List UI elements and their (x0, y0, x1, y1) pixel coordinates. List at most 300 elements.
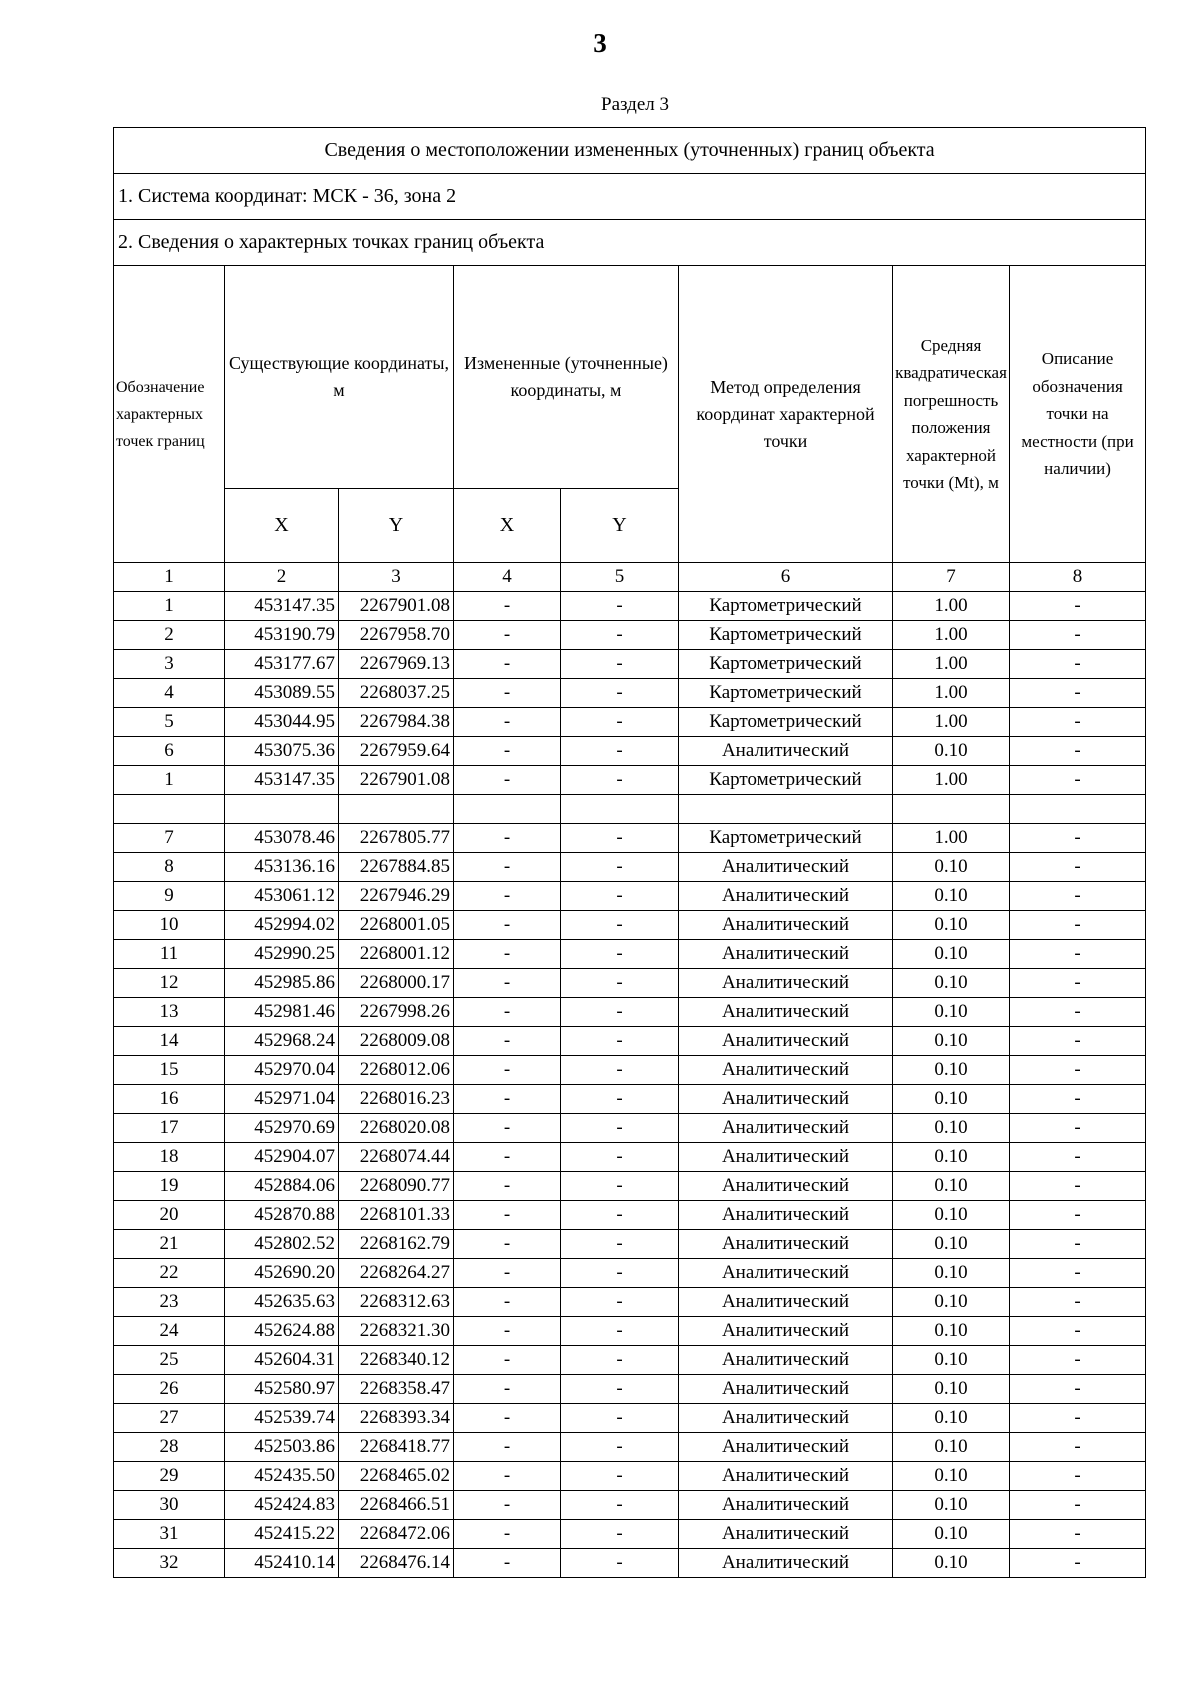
description-cell: - (1010, 969, 1146, 998)
description-cell: - (1010, 1288, 1146, 1317)
changed-y-cell: - (561, 1259, 679, 1288)
table-row (114, 911, 1146, 940)
mean-error-cell: 0.10 (893, 1433, 1010, 1462)
changed-y-cell: - (561, 1230, 679, 1259)
description-cell: - (1010, 592, 1146, 621)
method-cell: Аналитический (679, 1143, 893, 1172)
description-cell: - (1010, 737, 1146, 766)
mean-error-cell: 0.10 (893, 1491, 1010, 1520)
description-cell: - (1010, 1027, 1146, 1056)
point-id-cell: 21 (114, 1230, 225, 1259)
method-cell: Картометрический (679, 650, 893, 679)
column-number: 7 (893, 563, 1010, 592)
point-id-cell: 29 (114, 1462, 225, 1491)
method-cell: Аналитический (679, 969, 893, 998)
table-row (114, 1114, 1146, 1143)
description-cell: - (1010, 679, 1146, 708)
existing-y-cell: 2268074.44 (339, 1143, 454, 1172)
table-row (114, 824, 1146, 853)
point-id-cell: 32 (114, 1549, 225, 1578)
mean-error-cell: 0.10 (893, 1201, 1010, 1230)
existing-x-cell: 453089.55 (225, 679, 339, 708)
method-cell: Аналитический (679, 1317, 893, 1346)
existing-y-cell: 2268090.77 (339, 1172, 454, 1201)
description-cell: - (1010, 882, 1146, 911)
mean-error-cell (893, 795, 1010, 824)
point-id-cell: 14 (114, 1027, 225, 1056)
description-cell: - (1010, 766, 1146, 795)
existing-y-cell: 2268418.77 (339, 1433, 454, 1462)
changed-x-cell: - (454, 766, 561, 795)
changed-y-cell: - (561, 998, 679, 1027)
method-cell: Аналитический (679, 1346, 893, 1375)
description-cell (1010, 795, 1146, 824)
description-cell: - (1010, 1201, 1146, 1230)
description-cell: - (1010, 1491, 1146, 1520)
point-id-cell: 1 (114, 592, 225, 621)
changed-x-cell: - (454, 1143, 561, 1172)
changed-y-cell: - (561, 1056, 679, 1085)
changed-x-cell: - (454, 824, 561, 853)
mean-error-cell: 0.10 (893, 1404, 1010, 1433)
point-id-cell: 26 (114, 1375, 225, 1404)
changed-x-cell: - (454, 969, 561, 998)
description-cell: - (1010, 911, 1146, 940)
point-id-cell: 15 (114, 1056, 225, 1085)
existing-x-cell: 452968.24 (225, 1027, 339, 1056)
method-cell: Аналитический (679, 882, 893, 911)
method-cell: Аналитический (679, 1549, 893, 1578)
table-row (114, 1375, 1146, 1404)
existing-y-cell: 2268162.79 (339, 1230, 454, 1259)
description-cell: - (1010, 824, 1146, 853)
point-id-cell: 23 (114, 1288, 225, 1317)
points-section-title: 2. Сведения о характерных точках границ объекта (114, 220, 1146, 266)
header-description: Описание обозначения точки на местности (при наличии) (1010, 266, 1146, 563)
method-cell: Аналитический (679, 1404, 893, 1433)
table-row (114, 1172, 1146, 1201)
existing-x-cell: 452884.06 (225, 1172, 339, 1201)
changed-x-cell: - (454, 1172, 561, 1201)
existing-y-cell: 2268264.27 (339, 1259, 454, 1288)
table-row (114, 766, 1146, 795)
description-cell: - (1010, 1346, 1146, 1375)
existing-y-cell: 2267901.08 (339, 592, 454, 621)
changed-y-cell: - (561, 650, 679, 679)
changed-x-cell: - (454, 1404, 561, 1433)
description-cell: - (1010, 1433, 1146, 1462)
point-id-cell: 6 (114, 737, 225, 766)
mean-error-cell: 0.10 (893, 1375, 1010, 1404)
existing-x-cell: 453147.35 (225, 766, 339, 795)
header-existing-coords: Существующие координаты, м (225, 266, 454, 489)
changed-x-cell: - (454, 1433, 561, 1462)
changed-y-cell: - (561, 1346, 679, 1375)
mean-error-cell: 0.10 (893, 998, 1010, 1027)
point-id-cell: 28 (114, 1433, 225, 1462)
table-row (114, 1288, 1146, 1317)
existing-y-cell: 2268009.08 (339, 1027, 454, 1056)
changed-x-cell: - (454, 1462, 561, 1491)
header-changed-x: X (454, 489, 561, 563)
method-cell: Аналитический (679, 1114, 893, 1143)
changed-y-cell: - (561, 708, 679, 737)
table-row (114, 1520, 1146, 1549)
existing-x-cell: 452604.31 (225, 1346, 339, 1375)
mean-error-cell: 0.10 (893, 1230, 1010, 1259)
description-cell: - (1010, 1114, 1146, 1143)
column-number: 5 (561, 563, 679, 592)
changed-y-cell: - (561, 1433, 679, 1462)
changed-y-cell: - (561, 882, 679, 911)
description-cell: - (1010, 998, 1146, 1027)
column-number: 1 (114, 563, 225, 592)
changed-x-cell: - (454, 940, 561, 969)
point-id-cell: 12 (114, 969, 225, 998)
table-row (114, 650, 1146, 679)
method-cell: Картометрический (679, 621, 893, 650)
existing-x-cell: 453190.79 (225, 621, 339, 650)
description-cell: - (1010, 621, 1146, 650)
mean-error-cell: 0.10 (893, 911, 1010, 940)
changed-y-cell: - (561, 1172, 679, 1201)
method-cell: Картометрический (679, 824, 893, 853)
existing-y-cell: 2268466.51 (339, 1491, 454, 1520)
existing-x-cell: 452424.83 (225, 1491, 339, 1520)
method-cell: Аналитический (679, 1462, 893, 1491)
changed-x-cell: - (454, 1085, 561, 1114)
existing-x-cell: 453078.46 (225, 824, 339, 853)
method-cell: Картометрический (679, 592, 893, 621)
existing-x-cell: 452435.50 (225, 1462, 339, 1491)
changed-x-cell: - (454, 650, 561, 679)
table-row (114, 592, 1146, 621)
point-id-cell: 10 (114, 911, 225, 940)
mean-error-cell: 0.10 (893, 737, 1010, 766)
method-cell: Аналитический (679, 1027, 893, 1056)
changed-y-cell: - (561, 911, 679, 940)
changed-x-cell: - (454, 882, 561, 911)
header-point-designation (114, 266, 225, 563)
mean-error-cell: 0.10 (893, 1549, 1010, 1578)
method-cell: Аналитический (679, 1056, 893, 1085)
existing-x-cell: 452503.86 (225, 1433, 339, 1462)
existing-x-cell: 452870.88 (225, 1201, 339, 1230)
changed-y-cell: - (561, 1404, 679, 1433)
existing-y-cell: 2268358.47 (339, 1375, 454, 1404)
changed-x-cell: - (454, 1549, 561, 1578)
description-cell: - (1010, 1375, 1146, 1404)
changed-x-cell: - (454, 679, 561, 708)
existing-x-cell: 452624.88 (225, 1317, 339, 1346)
coord-system-label: 1. Система координат: МСК - 36, зона 2 (114, 174, 1146, 220)
existing-y-cell: 2268476.14 (339, 1549, 454, 1578)
point-id-cell: 18 (114, 1143, 225, 1172)
point-id-cell: 19 (114, 1172, 225, 1201)
method-cell: Аналитический (679, 1491, 893, 1520)
changed-x-cell: - (454, 998, 561, 1027)
point-id-cell: 5 (114, 708, 225, 737)
mean-error-cell: 0.10 (893, 1346, 1010, 1375)
existing-x-cell: 452802.52 (225, 1230, 339, 1259)
existing-x-cell: 452539.74 (225, 1404, 339, 1433)
existing-y-cell: 2268101.33 (339, 1201, 454, 1230)
header-changed-coords: Измененные (уточненные) координаты, м (454, 266, 679, 489)
table-row (114, 621, 1146, 650)
description-cell: - (1010, 1317, 1146, 1346)
page-number: 3 (593, 28, 607, 58)
existing-y-cell: 2268393.34 (339, 1404, 454, 1433)
point-id-cell: 11 (114, 940, 225, 969)
changed-y-cell: - (561, 766, 679, 795)
existing-y-cell: 2268037.25 (339, 679, 454, 708)
description-cell: - (1010, 708, 1146, 737)
existing-y-cell: 2268472.06 (339, 1520, 454, 1549)
table-row (114, 1346, 1146, 1375)
existing-x-cell: 452971.04 (225, 1085, 339, 1114)
point-id-cell: 2 (114, 621, 225, 650)
mean-error-cell: 0.10 (893, 1085, 1010, 1114)
changed-y-cell: - (561, 1027, 679, 1056)
mean-error-cell: 1.00 (893, 708, 1010, 737)
changed-y-cell: - (561, 1462, 679, 1491)
description-cell: - (1010, 853, 1146, 882)
method-cell: Картометрический (679, 766, 893, 795)
mean-error-cell: 0.10 (893, 1056, 1010, 1085)
changed-y-cell: - (561, 824, 679, 853)
changed-y-cell: - (561, 1114, 679, 1143)
changed-y-cell: - (561, 1143, 679, 1172)
existing-y-cell: 2268000.17 (339, 969, 454, 998)
method-cell: Аналитический (679, 940, 893, 969)
changed-y-cell: - (561, 679, 679, 708)
header-changed-y: Y (561, 489, 679, 563)
existing-y-cell: 2267901.08 (339, 766, 454, 795)
changed-x-cell: - (454, 1201, 561, 1230)
changed-y-cell: - (561, 1085, 679, 1114)
mean-error-cell: 0.10 (893, 940, 1010, 969)
description-cell: - (1010, 1462, 1146, 1491)
changed-x-cell (454, 795, 561, 824)
table-row (114, 1230, 1146, 1259)
boundary-points-table (113, 127, 1146, 1578)
existing-x-cell: 453061.12 (225, 882, 339, 911)
existing-y-cell: 2268012.06 (339, 1056, 454, 1085)
description-cell: - (1010, 1230, 1146, 1259)
mean-error-cell: 0.10 (893, 1172, 1010, 1201)
description-cell: - (1010, 1056, 1146, 1085)
point-id-cell: 31 (114, 1520, 225, 1549)
point-id-cell: 25 (114, 1346, 225, 1375)
existing-x-cell: 452990.25 (225, 940, 339, 969)
changed-x-cell: - (454, 1114, 561, 1143)
mean-error-cell: 0.10 (893, 1114, 1010, 1143)
point-id-cell: 27 (114, 1404, 225, 1433)
existing-y-cell: 2268321.30 (339, 1317, 454, 1346)
existing-y-cell: 2267998.26 (339, 998, 454, 1027)
table-row (114, 1027, 1146, 1056)
column-number-row (114, 563, 1146, 592)
point-id-cell: 4 (114, 679, 225, 708)
existing-y-cell: 2267805.77 (339, 824, 454, 853)
method-cell (679, 795, 893, 824)
existing-x-cell: 452985.86 (225, 969, 339, 998)
description-cell: - (1010, 1404, 1146, 1433)
existing-x-cell: 453147.35 (225, 592, 339, 621)
existing-y-cell: 2267958.70 (339, 621, 454, 650)
table-row (114, 708, 1146, 737)
existing-y-cell: 2267984.38 (339, 708, 454, 737)
point-id-cell: 24 (114, 1317, 225, 1346)
existing-y-cell: 2268001.05 (339, 911, 454, 940)
method-cell: Аналитический (679, 1230, 893, 1259)
changed-x-cell: - (454, 737, 561, 766)
mean-error-cell: 0.10 (893, 1259, 1010, 1288)
changed-x-cell: - (454, 1259, 561, 1288)
point-id-cell: 3 (114, 650, 225, 679)
changed-y-cell: - (561, 969, 679, 998)
changed-x-cell: - (454, 592, 561, 621)
existing-x-cell: 452690.20 (225, 1259, 339, 1288)
changed-y-cell: - (561, 1549, 679, 1578)
changed-x-cell: - (454, 911, 561, 940)
existing-x-cell: 452635.63 (225, 1288, 339, 1317)
existing-x-cell: 452904.07 (225, 1143, 339, 1172)
mean-error-cell: 0.10 (893, 1027, 1010, 1056)
table-row (114, 882, 1146, 911)
existing-x-cell: 452410.14 (225, 1549, 339, 1578)
method-cell: Картометрический (679, 708, 893, 737)
description-cell: - (1010, 1143, 1146, 1172)
table-row (114, 679, 1146, 708)
existing-y-cell: 2268312.63 (339, 1288, 454, 1317)
changed-y-cell: - (561, 1375, 679, 1404)
method-cell: Аналитический (679, 853, 893, 882)
table-row (114, 969, 1146, 998)
existing-x-cell: 453136.16 (225, 853, 339, 882)
table-row (114, 1462, 1146, 1491)
point-id-cell: 17 (114, 1114, 225, 1143)
table-row (114, 998, 1146, 1027)
table-row (114, 795, 1146, 824)
table-title: Сведения о местоположении измененных (уточненных) границ объекта (114, 128, 1146, 174)
method-cell: Аналитический (679, 1375, 893, 1404)
method-cell: Аналитический (679, 1433, 893, 1462)
existing-x-cell: 453177.67 (225, 650, 339, 679)
column-number: 4 (454, 563, 561, 592)
method-cell: Аналитический (679, 1288, 893, 1317)
point-id-cell: 20 (114, 1201, 225, 1230)
header-method: Метод определения координат характерной точки (679, 266, 893, 563)
existing-y-cell: 2268020.08 (339, 1114, 454, 1143)
header-existing-x: X (225, 489, 339, 563)
changed-x-cell: - (454, 1520, 561, 1549)
method-cell: Аналитический (679, 998, 893, 1027)
changed-x-cell: - (454, 708, 561, 737)
mean-error-cell: 0.10 (893, 1288, 1010, 1317)
mean-error-cell: 1.00 (893, 824, 1010, 853)
existing-y-cell: 2267969.13 (339, 650, 454, 679)
changed-x-cell: - (454, 1346, 561, 1375)
existing-x-cell: 452981.46 (225, 998, 339, 1027)
point-id-cell: 13 (114, 998, 225, 1027)
table-row (114, 1404, 1146, 1433)
changed-y-cell: - (561, 737, 679, 766)
table-row (114, 853, 1146, 882)
mean-error-cell: 1.00 (893, 621, 1010, 650)
mean-error-cell: 0.10 (893, 853, 1010, 882)
existing-y-cell (339, 795, 454, 824)
point-id-cell (114, 795, 225, 824)
section-title: Раздел 3 (601, 94, 669, 115)
existing-x-cell: 452580.97 (225, 1375, 339, 1404)
changed-y-cell: - (561, 1201, 679, 1230)
changed-y-cell: - (561, 853, 679, 882)
mean-error-cell: 0.10 (893, 969, 1010, 998)
existing-x-cell: 452970.69 (225, 1114, 339, 1143)
existing-x-cell: 453044.95 (225, 708, 339, 737)
changed-y-cell: - (561, 1520, 679, 1549)
method-cell: Аналитический (679, 1520, 893, 1549)
mean-error-cell: 1.00 (893, 592, 1010, 621)
existing-x-cell (225, 795, 339, 824)
existing-y-cell: 2268016.23 (339, 1085, 454, 1114)
header-mean-error: Средняя квадратическая погрешность положения характерной точки (Mt), м (893, 266, 1010, 563)
header-existing-y: Y (339, 489, 454, 563)
method-cell: Аналитический (679, 1172, 893, 1201)
existing-y-cell: 2268340.12 (339, 1346, 454, 1375)
description-cell: - (1010, 1549, 1146, 1578)
point-id-cell: 22 (114, 1259, 225, 1288)
existing-x-cell: 452970.04 (225, 1056, 339, 1085)
table-row (114, 1433, 1146, 1462)
changed-y-cell: - (561, 1288, 679, 1317)
column-number: 8 (1010, 563, 1146, 592)
changed-x-cell: - (454, 1375, 561, 1404)
description-cell: - (1010, 1520, 1146, 1549)
method-cell: Аналитический (679, 1085, 893, 1114)
method-cell: Картометрический (679, 679, 893, 708)
table-row (114, 940, 1146, 969)
description-cell: - (1010, 940, 1146, 969)
changed-y-cell (561, 795, 679, 824)
column-number: 3 (339, 563, 454, 592)
table-row (114, 1085, 1146, 1114)
point-id-cell: 9 (114, 882, 225, 911)
method-cell: Аналитический (679, 911, 893, 940)
changed-x-cell: - (454, 1317, 561, 1346)
mean-error-cell: 0.10 (893, 882, 1010, 911)
table-row (114, 1259, 1146, 1288)
table-row (114, 1056, 1146, 1085)
changed-x-cell: - (454, 1230, 561, 1259)
mean-error-cell: 0.10 (893, 1143, 1010, 1172)
description-cell: - (1010, 1259, 1146, 1288)
header-point-designation-text: Обозначение характерных точек границ (116, 378, 205, 450)
point-id-cell: 1 (114, 766, 225, 795)
description-cell: - (1010, 1172, 1146, 1201)
existing-x-cell: 453075.36 (225, 737, 339, 766)
existing-y-cell: 2268465.02 (339, 1462, 454, 1491)
changed-x-cell: - (454, 1288, 561, 1317)
changed-x-cell: - (454, 853, 561, 882)
method-cell: Аналитический (679, 1201, 893, 1230)
existing-y-cell: 2267884.85 (339, 853, 454, 882)
point-id-cell: 7 (114, 824, 225, 853)
existing-x-cell: 452994.02 (225, 911, 339, 940)
changed-y-cell: - (561, 621, 679, 650)
changed-y-cell: - (561, 592, 679, 621)
